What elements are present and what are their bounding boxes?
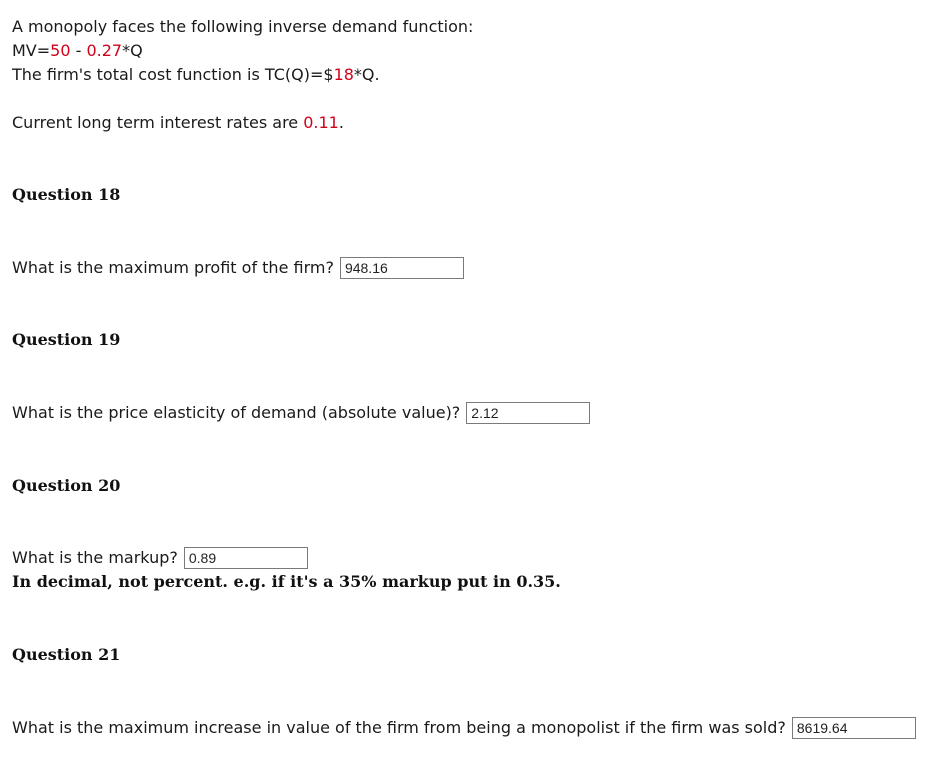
- question-21-prompt: What is the maximum increase in value of the firm from being a monopolist if the firm was sold?: [12, 718, 786, 737]
- question-20-row: [12, 545, 308, 571]
- intro-mv-line: [12, 41, 143, 61]
- intro-demand-line: A monopoly faces the following inverse demand function:: [12, 17, 474, 36]
- question-19-heading: Question 19: [12, 330, 121, 349]
- question-19-prompt: What is the price elasticity of demand (absolute value)?: [12, 403, 461, 422]
- question-21-row: [12, 715, 916, 741]
- question-21-answer-input[interactable]: [792, 717, 916, 739]
- intro-rate-line: [12, 113, 344, 133]
- mv-minus: -: [70, 41, 87, 60]
- mv-intercept: 50: [50, 41, 71, 60]
- question-20-prompt: What is the markup?: [12, 548, 178, 567]
- question-20-heading: Question 20: [12, 476, 121, 495]
- question-20-instruction-note: In decimal, not percent. e.g. if it's a 35% markup put in 0.35.: [12, 572, 561, 591]
- mv-slope: 0.27: [86, 41, 123, 60]
- question-19-answer-input[interactable]: [466, 402, 590, 424]
- tc-suffix: *Q.: [353, 65, 380, 84]
- rate-value: 0.11: [303, 113, 339, 132]
- question-18-prompt: What is the maximum profit of the firm?: [12, 258, 334, 277]
- question-19-row: [12, 400, 590, 426]
- rate-prefix: Current long term interest rates are: [12, 113, 304, 132]
- mv-prefix: MV=: [12, 41, 51, 60]
- question-18-row: [12, 255, 464, 281]
- question-18-answer-input[interactable]: [340, 257, 464, 279]
- tc-value: 18: [333, 65, 354, 84]
- tc-prefix: The firm's total cost function is TC(Q)=$: [12, 65, 334, 84]
- intro-cost-line: [12, 65, 380, 85]
- mv-suffix: *Q: [122, 41, 143, 60]
- question-18-heading: Question 18: [12, 185, 121, 204]
- question-21-heading: Question 21: [12, 645, 121, 664]
- question-20-answer-input[interactable]: [184, 547, 308, 569]
- rate-suffix: .: [338, 113, 344, 132]
